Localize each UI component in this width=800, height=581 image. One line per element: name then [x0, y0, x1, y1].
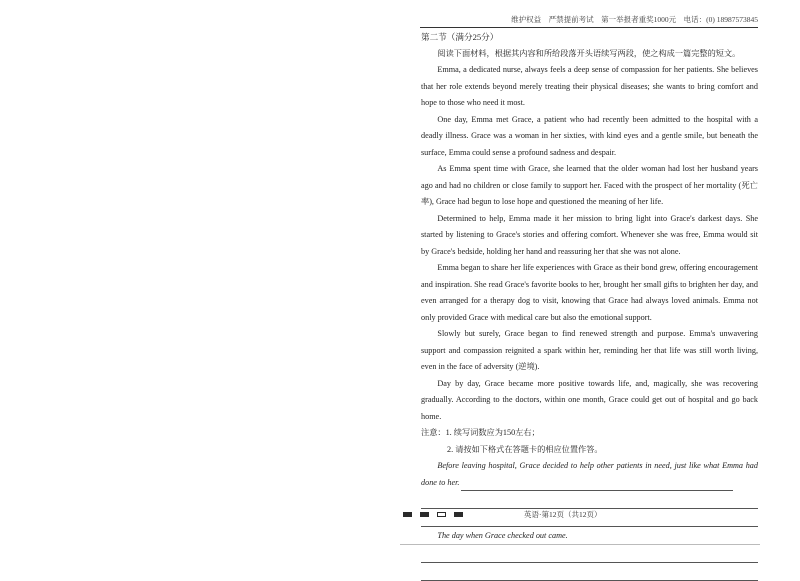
section-title: 第二节（满分25分） — [421, 32, 499, 42]
prompt-first — [421, 458, 758, 491]
notes-item-1-text: 1. 续写词数应为150左右； — [445, 428, 540, 437]
paragraph-1: Emma, a dedicated nurse, always feels a deep sense of compassion for her patients. She believes that her role extends beyond merely treating their physical diseases; she wants to bring comfort and hope to those who need it most. — [421, 65, 758, 107]
paragraph-5: Emma began to share her life experiences with Grace as their bond grew, offering encouragement and inspiration. She read Grace's favorite books to her, brought her small gifts to brighten her day, and even arranged for a therapy dog to visit, knowing that Grace had always loved animals. Emma not only provided Grace with medical care but also the emotional support. — [421, 263, 758, 322]
prompt-second — [421, 528, 758, 545]
instruction: 阅读下面材料，根据其内容和所给段落开头语续写两段，使之构成一篇完整的短文。 — [437, 48, 741, 58]
notes-item-2: 2. 请按如下格式在答题卡的相应位置作答。 — [447, 444, 603, 454]
notes-label: 注意： — [421, 428, 446, 437]
paragraph-4: Determined to help, Emma made it her mission to bring light into Grace's darkest days. She started by listening to Grace's stories and offering comfort. Whenever she was free, Emma would sit by Grace's bedside, holding her hand and reassuring her that she was not alone. — [421, 213, 758, 256]
prompt-first-text: Before leaving hospital, Grace decided to help other patients in need, just like what Emma had done to her. — [421, 461, 758, 487]
writing-line[interactable] — [421, 491, 758, 509]
document-body — [421, 29, 758, 581]
position-mark — [454, 512, 463, 517]
page-header — [420, 14, 758, 28]
position-mark — [420, 512, 429, 517]
paragraph-6: Slowly but surely, Grace began to find renewed strength and purpose. Emma's unwavering support and compassion reignited a spark within her, reminding her that life was still worth living, even in the face of adversity (逆境). — [421, 329, 758, 371]
bottom-rule — [400, 544, 760, 545]
position-mark — [403, 512, 412, 517]
notes-item-1 — [421, 425, 758, 442]
writing-line[interactable] — [461, 490, 733, 491]
prompt-second-text: The day when Grace checked out came. — [437, 531, 568, 540]
page-footer — [400, 509, 760, 523]
page-number: 英语·第12页（共12页） — [524, 510, 602, 519]
paragraph-7: Day by day, Grace became more positive towards life, and, magically, she was recovering gradually. According to the doctors, within one month, Grace could get out of hospital and go back home. — [421, 378, 758, 421]
writing-line[interactable] — [421, 563, 758, 581]
position-mark — [437, 512, 446, 517]
paragraph-2: One day, Emma met Grace, a patient who had recently been admitted to the hospital with a deadly illness. Grace was a woman in her sixties, with kind eyes and a gentle smile, but beneath the surface, Emma could sense a profound sadness and despair. — [421, 114, 758, 157]
header-text: 维护权益 严禁提前考试 第一举报者重奖1000元 电话：(0) 18987573845 — [511, 15, 758, 24]
paragraph-3: As Emma spent time with Grace, she learned that the older woman had lost her husband years ago and had no children or close family to support her. Faced with the prospect of her mortality (死亡率), Grace had begun to lose hope and questioned the meaning of her life. — [421, 164, 758, 206]
